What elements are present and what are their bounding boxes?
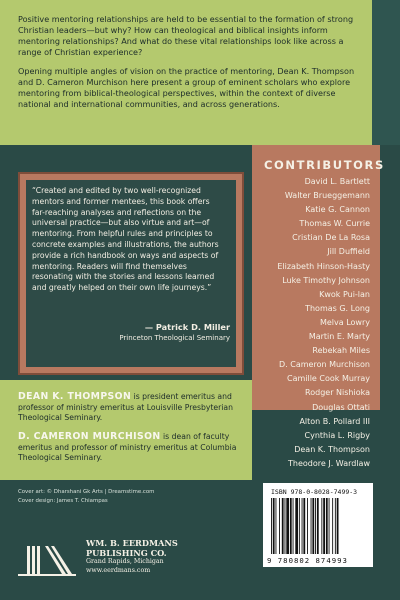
contributor-name: Alton B. Pollard III <box>299 416 370 426</box>
contributor-name: Luke Timothy Johnson <box>282 275 370 285</box>
cover-art-credit: Cover art: © Dharshani Gk Arts | Dreamstime.com <box>18 489 155 495</box>
author-name: D. CAMERON MURCHISON <box>18 431 161 442</box>
contributor-name: Walter Brueggemann <box>284 191 370 201</box>
endorsement-attribution <box>119 322 230 342</box>
endorsement-quote: “Created and edited by two well-recognized mentors and former mentees, this book offers far-reaching analyses and reflections on the universal practice—but also virtue and art—of mentoring. From helpful rules and principles to concrete examples and illustrations, the authors provide a rich handbook on ways and aspects of mentoring. Readers will find themselves resonating with the stories and lessons learned and greatly helped on their own life journeys.” <box>32 186 219 293</box>
publisher-logo-icon <box>18 540 76 580</box>
contributor-name: Melva Lowry <box>319 317 370 327</box>
publisher-location: Grand Rapids, Michigan <box>86 558 164 565</box>
contributor-name: Katie G. Cannon <box>305 205 370 215</box>
cover-credits <box>18 488 154 505</box>
contributor-name: David L. Bartlett <box>304 177 370 186</box>
author-bio-thompson <box>18 392 248 424</box>
contributor-name: Elizabeth Hinson-Hasty <box>277 261 370 271</box>
barcode-box <box>263 483 373 567</box>
description-paragraph-2: Opening multiple angles of vision on the practice of mentoring, Dean K. Thompson and D. Cameron Murchison here present a group of eminent scholars who explore mentoring from biblical-theological perspectives, within the context of diverse national and international communities, and across generations. <box>18 66 355 109</box>
contributor-name: Theodore J. Wardlaw <box>288 458 370 468</box>
contributor-name: D. Cameron Murchison <box>279 360 370 370</box>
contributor-name: Cristian De La Rosa <box>292 233 370 243</box>
description-paragraph-1: Positive mentoring relationships are held to be essential to the formation of strong Christian leaders—but why? How can theological and biblical insights inform mentoring relationships? And what do these vital relationships look like across a range of Christian experience? <box>18 14 354 57</box>
contributor-name: Rodger Nishioka <box>305 388 370 398</box>
endorsement-institution: Princeton Theological Seminary <box>119 334 230 342</box>
contributor-name: Martin E. Marty <box>308 332 370 342</box>
publisher-info <box>86 538 178 575</box>
publisher-name-line1: WM. B. EERDMANS <box>86 538 178 548</box>
contributor-name: Dean K. Thompson <box>294 444 370 454</box>
contributor-name: Thomas G. Long <box>305 303 370 313</box>
isbn-label: ISBN 978-0-8028-7499-3 <box>271 488 358 496</box>
spine-strip <box>372 0 400 145</box>
endorsement-author: — Patrick D. Miller <box>144 322 230 332</box>
author-bio-text: is dean of faculty emeritus and professor of ministry emeritus at Columbia Theological Seminary. <box>18 432 237 463</box>
contributor-name: Jill Duffield <box>327 247 370 257</box>
contributor-name: Thomas W. Currie <box>299 219 370 229</box>
cover-design-credit: Cover design: James T. Chiampas <box>18 497 108 504</box>
endorsement-box <box>18 172 244 375</box>
contributor-name: Rebekah Miles <box>312 346 370 356</box>
contributor-name: Douglas Ottati <box>312 402 370 412</box>
contributor-name: Camille Cook Murray <box>286 374 370 384</box>
author-bio-murchison <box>18 432 248 464</box>
publisher-name-line2: PUBLISHING CO. <box>86 548 167 558</box>
contributor-name: Kwok Pui-lan <box>319 289 370 299</box>
barcode-number: 9 780802 874993 <box>267 556 348 565</box>
contributors-box <box>252 145 385 468</box>
barcode-icon <box>271 498 365 554</box>
contributor-name: Cynthia L. Rigby <box>304 430 370 440</box>
author-bio-text: is president emeritus and professor of ministry emeritus at Louisville Presbyterian Theological Seminary. <box>18 392 234 423</box>
contributors-title: CONTRIBUTORS <box>264 158 385 172</box>
publisher-website: www.eerdmans.com <box>86 566 151 574</box>
author-name: DEAN K. THOMPSON <box>18 391 132 402</box>
book-description <box>18 14 362 118</box>
contributors-list <box>277 175 370 471</box>
